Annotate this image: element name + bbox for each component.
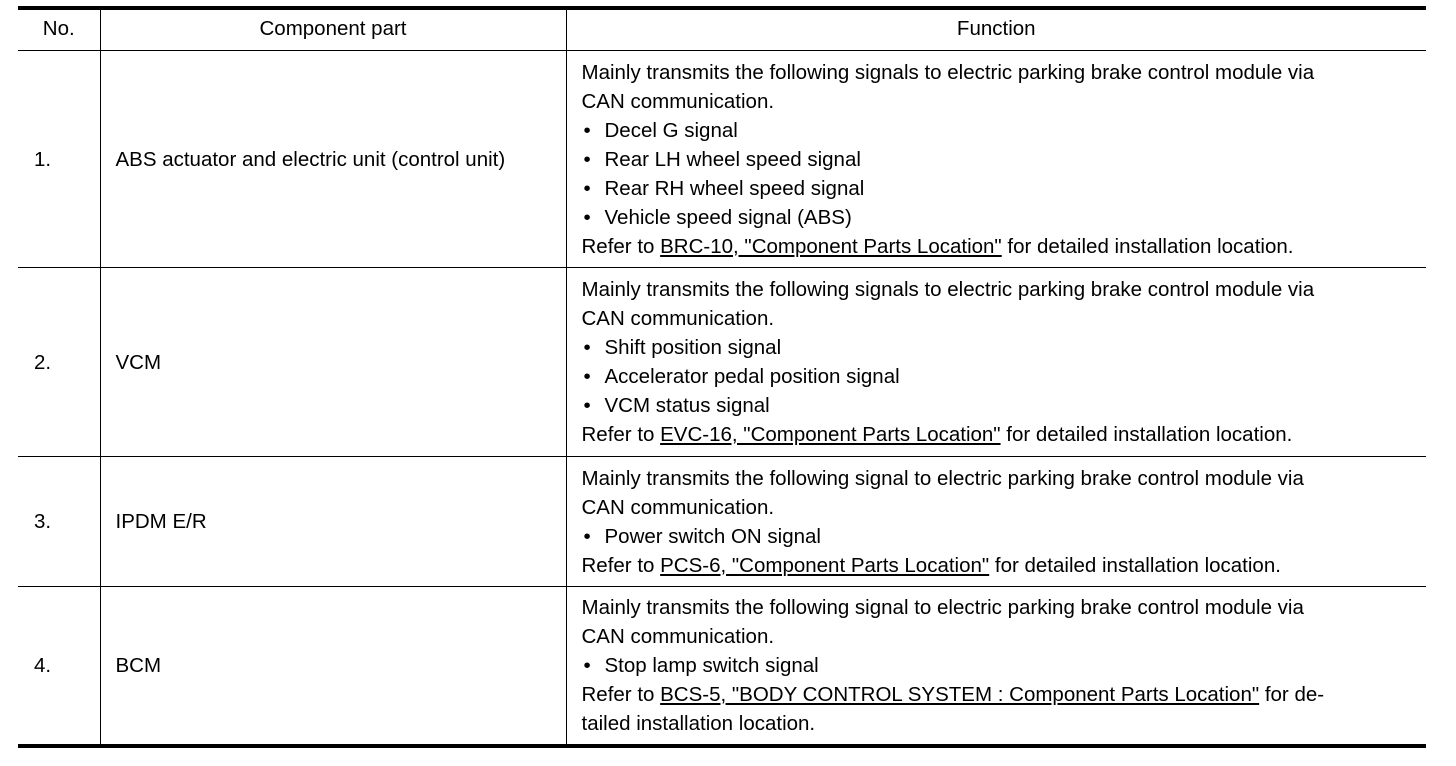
function-intro-line: Mainly transmits the following signal to electric parking brake control module via bbox=[581, 596, 1304, 619]
reference-suffix: for detailed installation location. bbox=[1000, 423, 1293, 446]
reference-suffix: for detailed installation location. bbox=[1001, 234, 1294, 258]
signal-name: Vehicle speed signal (ABS) bbox=[604, 205, 852, 229]
function-description bbox=[566, 457, 1426, 587]
signal-list-item bbox=[582, 203, 1421, 232]
signal-name: Rear RH wheel speed signal bbox=[604, 176, 865, 200]
reference-link[interactable]: BRC-10, "Component Parts Location" bbox=[660, 234, 1002, 258]
signal-name: Power switch ON signal bbox=[604, 524, 821, 548]
signal-name: Decel G signal bbox=[604, 118, 738, 142]
function-description bbox=[566, 268, 1426, 457]
reference-suffix: for de- bbox=[1259, 683, 1325, 706]
bullet-icon: • bbox=[583, 524, 591, 548]
function-intro-line: Mainly transmits the following signals to electric parking brake control module via bbox=[581, 278, 1315, 301]
component-part-name: BCM bbox=[100, 587, 566, 747]
bullet-icon: • bbox=[583, 176, 591, 200]
signal-name: Shift position signal bbox=[604, 336, 782, 359]
signal-list-item bbox=[582, 174, 1421, 203]
signal-list-item bbox=[582, 116, 1421, 145]
reference-link[interactable]: PCS-6, "Component Parts Location" bbox=[660, 553, 990, 577]
reference-line bbox=[582, 420, 1421, 449]
reference-prefix: Refer to bbox=[581, 423, 661, 446]
header-function: Function bbox=[566, 8, 1426, 51]
signal-name: Accelerator pedal position signal bbox=[604, 365, 900, 388]
reference-link[interactable]: BCS-5, "BODY CONTROL SYSTEM : Component Parts Location" bbox=[660, 683, 1260, 706]
table-row bbox=[18, 587, 1426, 747]
header-row bbox=[18, 8, 1426, 51]
reference-line bbox=[582, 551, 1421, 580]
bullet-icon: • bbox=[583, 654, 591, 677]
signal-list-item bbox=[582, 362, 1421, 391]
bullet-icon: • bbox=[583, 205, 591, 229]
bullet-icon: • bbox=[583, 118, 591, 142]
row-number: 1. bbox=[18, 51, 100, 268]
table-row bbox=[18, 51, 1426, 268]
header-no: No. bbox=[18, 8, 100, 51]
table-body bbox=[18, 51, 1426, 747]
signal-list-item bbox=[582, 145, 1421, 174]
reference-suffix: for detailed installation location. bbox=[989, 553, 1281, 577]
function-intro-line: Mainly transmits the following signals to electric parking brake control module via bbox=[581, 60, 1315, 84]
bullet-icon: • bbox=[583, 147, 591, 171]
row-number: 3. bbox=[18, 457, 100, 587]
bullet-icon: • bbox=[583, 336, 591, 359]
table-row bbox=[18, 268, 1426, 457]
signal-list-item bbox=[582, 391, 1421, 420]
row-number: 4. bbox=[18, 587, 100, 747]
component-part-name: IPDM E/R bbox=[100, 457, 566, 587]
function-intro-line: Mainly transmits the following signal to electric parking brake control module via bbox=[581, 466, 1304, 490]
signal-name: VCM status signal bbox=[604, 394, 770, 417]
reference-continuation: tailed installation location. bbox=[581, 712, 816, 735]
reference-line bbox=[582, 232, 1421, 261]
function-intro-line: CAN communication. bbox=[581, 89, 775, 113]
signal-name: Rear LH wheel speed signal bbox=[604, 147, 861, 171]
bullet-icon: • bbox=[583, 394, 591, 417]
component-part-name: VCM bbox=[100, 268, 566, 457]
signal-list-item bbox=[582, 651, 1421, 680]
component-part-name: ABS actuator and electric unit (control unit) bbox=[100, 51, 566, 268]
reference-link[interactable]: EVC-16, "Component Parts Location" bbox=[660, 423, 1001, 446]
reference-prefix: Refer to bbox=[581, 553, 661, 577]
table-row bbox=[18, 457, 1426, 587]
component-function-table bbox=[18, 6, 1426, 748]
function-intro-line: CAN communication. bbox=[581, 625, 775, 648]
signal-list-item bbox=[582, 522, 1421, 551]
reference-line bbox=[582, 680, 1421, 709]
function-intro-line: CAN communication. bbox=[581, 307, 775, 330]
bullet-icon: • bbox=[583, 365, 591, 388]
function-description bbox=[566, 51, 1426, 268]
signal-list-item bbox=[582, 333, 1421, 362]
function-intro-line: CAN communication. bbox=[581, 495, 775, 519]
row-number: 2. bbox=[18, 268, 100, 457]
reference-prefix: Refer to bbox=[581, 234, 661, 258]
signal-name: Stop lamp switch signal bbox=[604, 654, 819, 677]
header-component-part: Component part bbox=[100, 8, 566, 51]
function-description bbox=[566, 587, 1426, 747]
reference-prefix: Refer to bbox=[581, 683, 661, 706]
